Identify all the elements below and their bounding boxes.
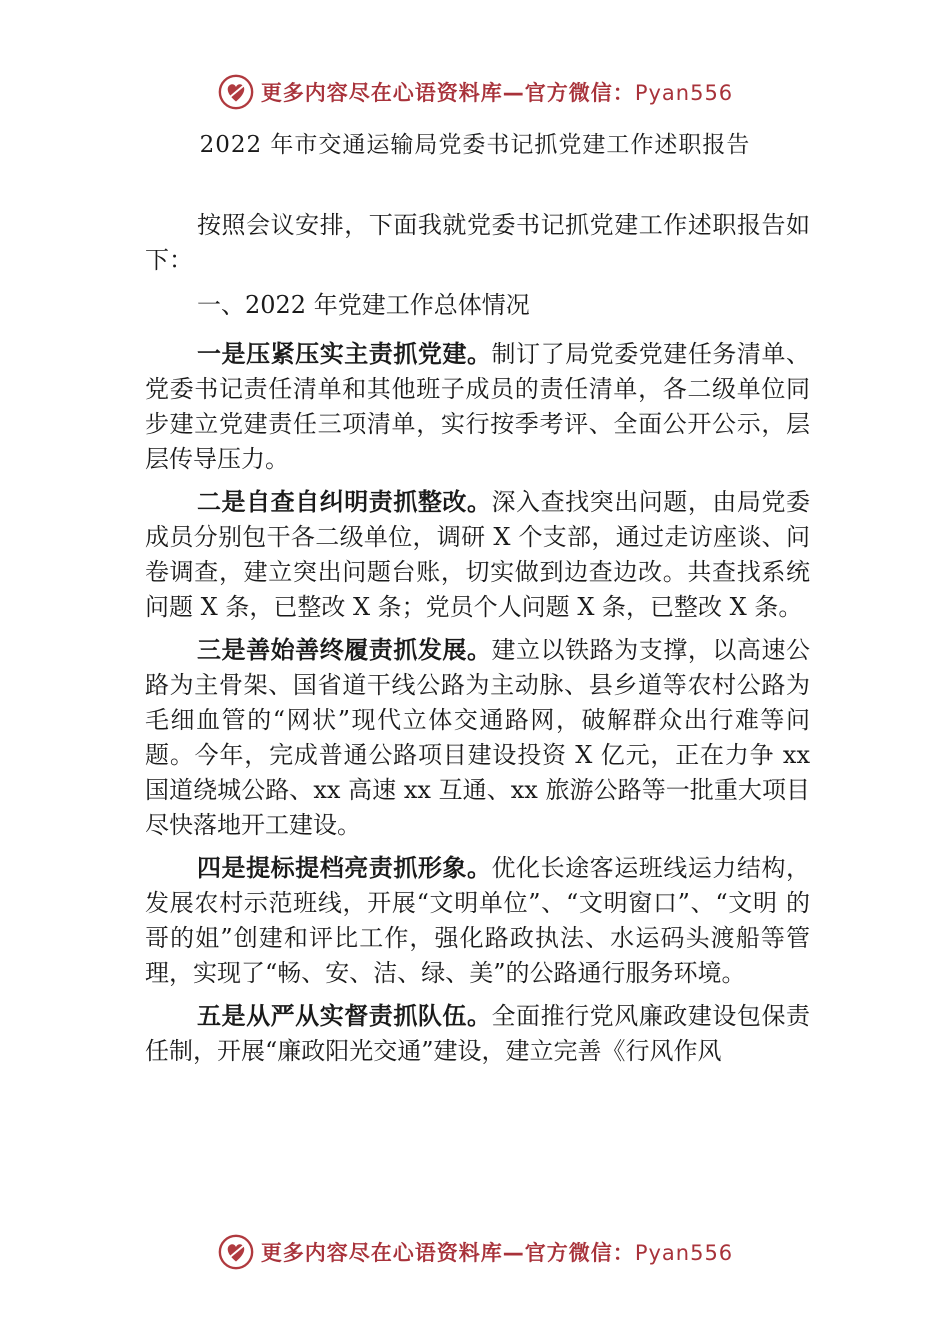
watermark-label: 更多内容尽在心语资料库—官方微信： bbox=[260, 1241, 635, 1265]
item-text-1: 制订了局党委党建任务清单、党委书记责任清单和其他班子成员的责任清单，各二级单位同步建立党建责任三项清单，实行按季考评、全面公开公示，层层传导压力。 bbox=[145, 340, 810, 473]
section-heading: 一、2022 年党建工作总体情况 bbox=[197, 291, 530, 319]
item-paragraph-5 bbox=[145, 999, 810, 1069]
item-lead-3: 三是善始善终履责抓发展。 bbox=[197, 636, 492, 664]
watermark-wechat-id: Pyan556 bbox=[634, 1241, 734, 1265]
item-text-3: 建立以铁路为支撑，以高速公路为主骨架、国省道干线公路为主动脉、县乡道等农村公路为毛细血管的“网状”现代立体交通路网，破解群众出行难等问题。今年，完成普通公路项目建设投资 X 亿元，正在力争 xx 国道绕城公路、xx 高速 xx 互通、xx 旅游公路等一批重大项目尽快落地开工建设。 bbox=[145, 636, 810, 839]
watermark-text bbox=[261, 77, 733, 107]
item-paragraph-1 bbox=[145, 337, 810, 477]
item-paragraph-4 bbox=[145, 851, 810, 991]
item-text-4: 优化长途客运班线运力结构，发展农村示范班线，开展“文明单位”、“文明窗口”、“文明 的哥的姐”创建和评比工作，强化路政执法、水运码头渡船等管理，实现了“畅、安、洁、绿、美”的公路通行服务环境。 bbox=[145, 854, 810, 987]
item-text-5: 全面推行党风廉政建设包保责任制，开展“廉政阳光交通”建设，建立完善《行风作风 bbox=[145, 1002, 810, 1065]
item-lead-4: 四是提标提档亮责抓形象。 bbox=[197, 854, 492, 882]
item-lead-5: 五是从严从实督责抓队伍。 bbox=[197, 1002, 492, 1030]
item-paragraph-2 bbox=[145, 485, 810, 625]
heart-logo-icon bbox=[217, 73, 255, 111]
watermark-header bbox=[0, 70, 950, 114]
intro-paragraph: 按照会议安排，下面我就党委书记抓党建工作述职报告如下： bbox=[145, 211, 810, 274]
item-paragraph-3 bbox=[145, 633, 810, 843]
document-title: 2022 年市交通运输局党委书记抓党建工作述职报告 bbox=[199, 132, 751, 158]
watermark-label: 更多内容尽在心语资料库—官方微信： bbox=[260, 81, 635, 105]
item-lead-1: 一是压紧压实主责抓党建。 bbox=[197, 340, 492, 368]
item-text-2: 深入查找突出问题，由局党委成员分别包干各二级单位，调研 X 个支部，通过走访座谈、问卷调查，建立突出问题台账，切实做到边查边改。共查找系统问题 X 条，已整改 X 条；党员个人问题 X 条，已整改 X 条。 bbox=[145, 488, 810, 621]
watermark-footer bbox=[0, 1230, 950, 1274]
watermark-text bbox=[261, 1237, 733, 1267]
heart-logo-icon bbox=[217, 1233, 255, 1271]
watermark-wechat-id: Pyan556 bbox=[634, 81, 734, 105]
document-body bbox=[145, 208, 810, 1077]
item-lead-2: 二是自查自纠明责抓整改。 bbox=[197, 488, 492, 516]
